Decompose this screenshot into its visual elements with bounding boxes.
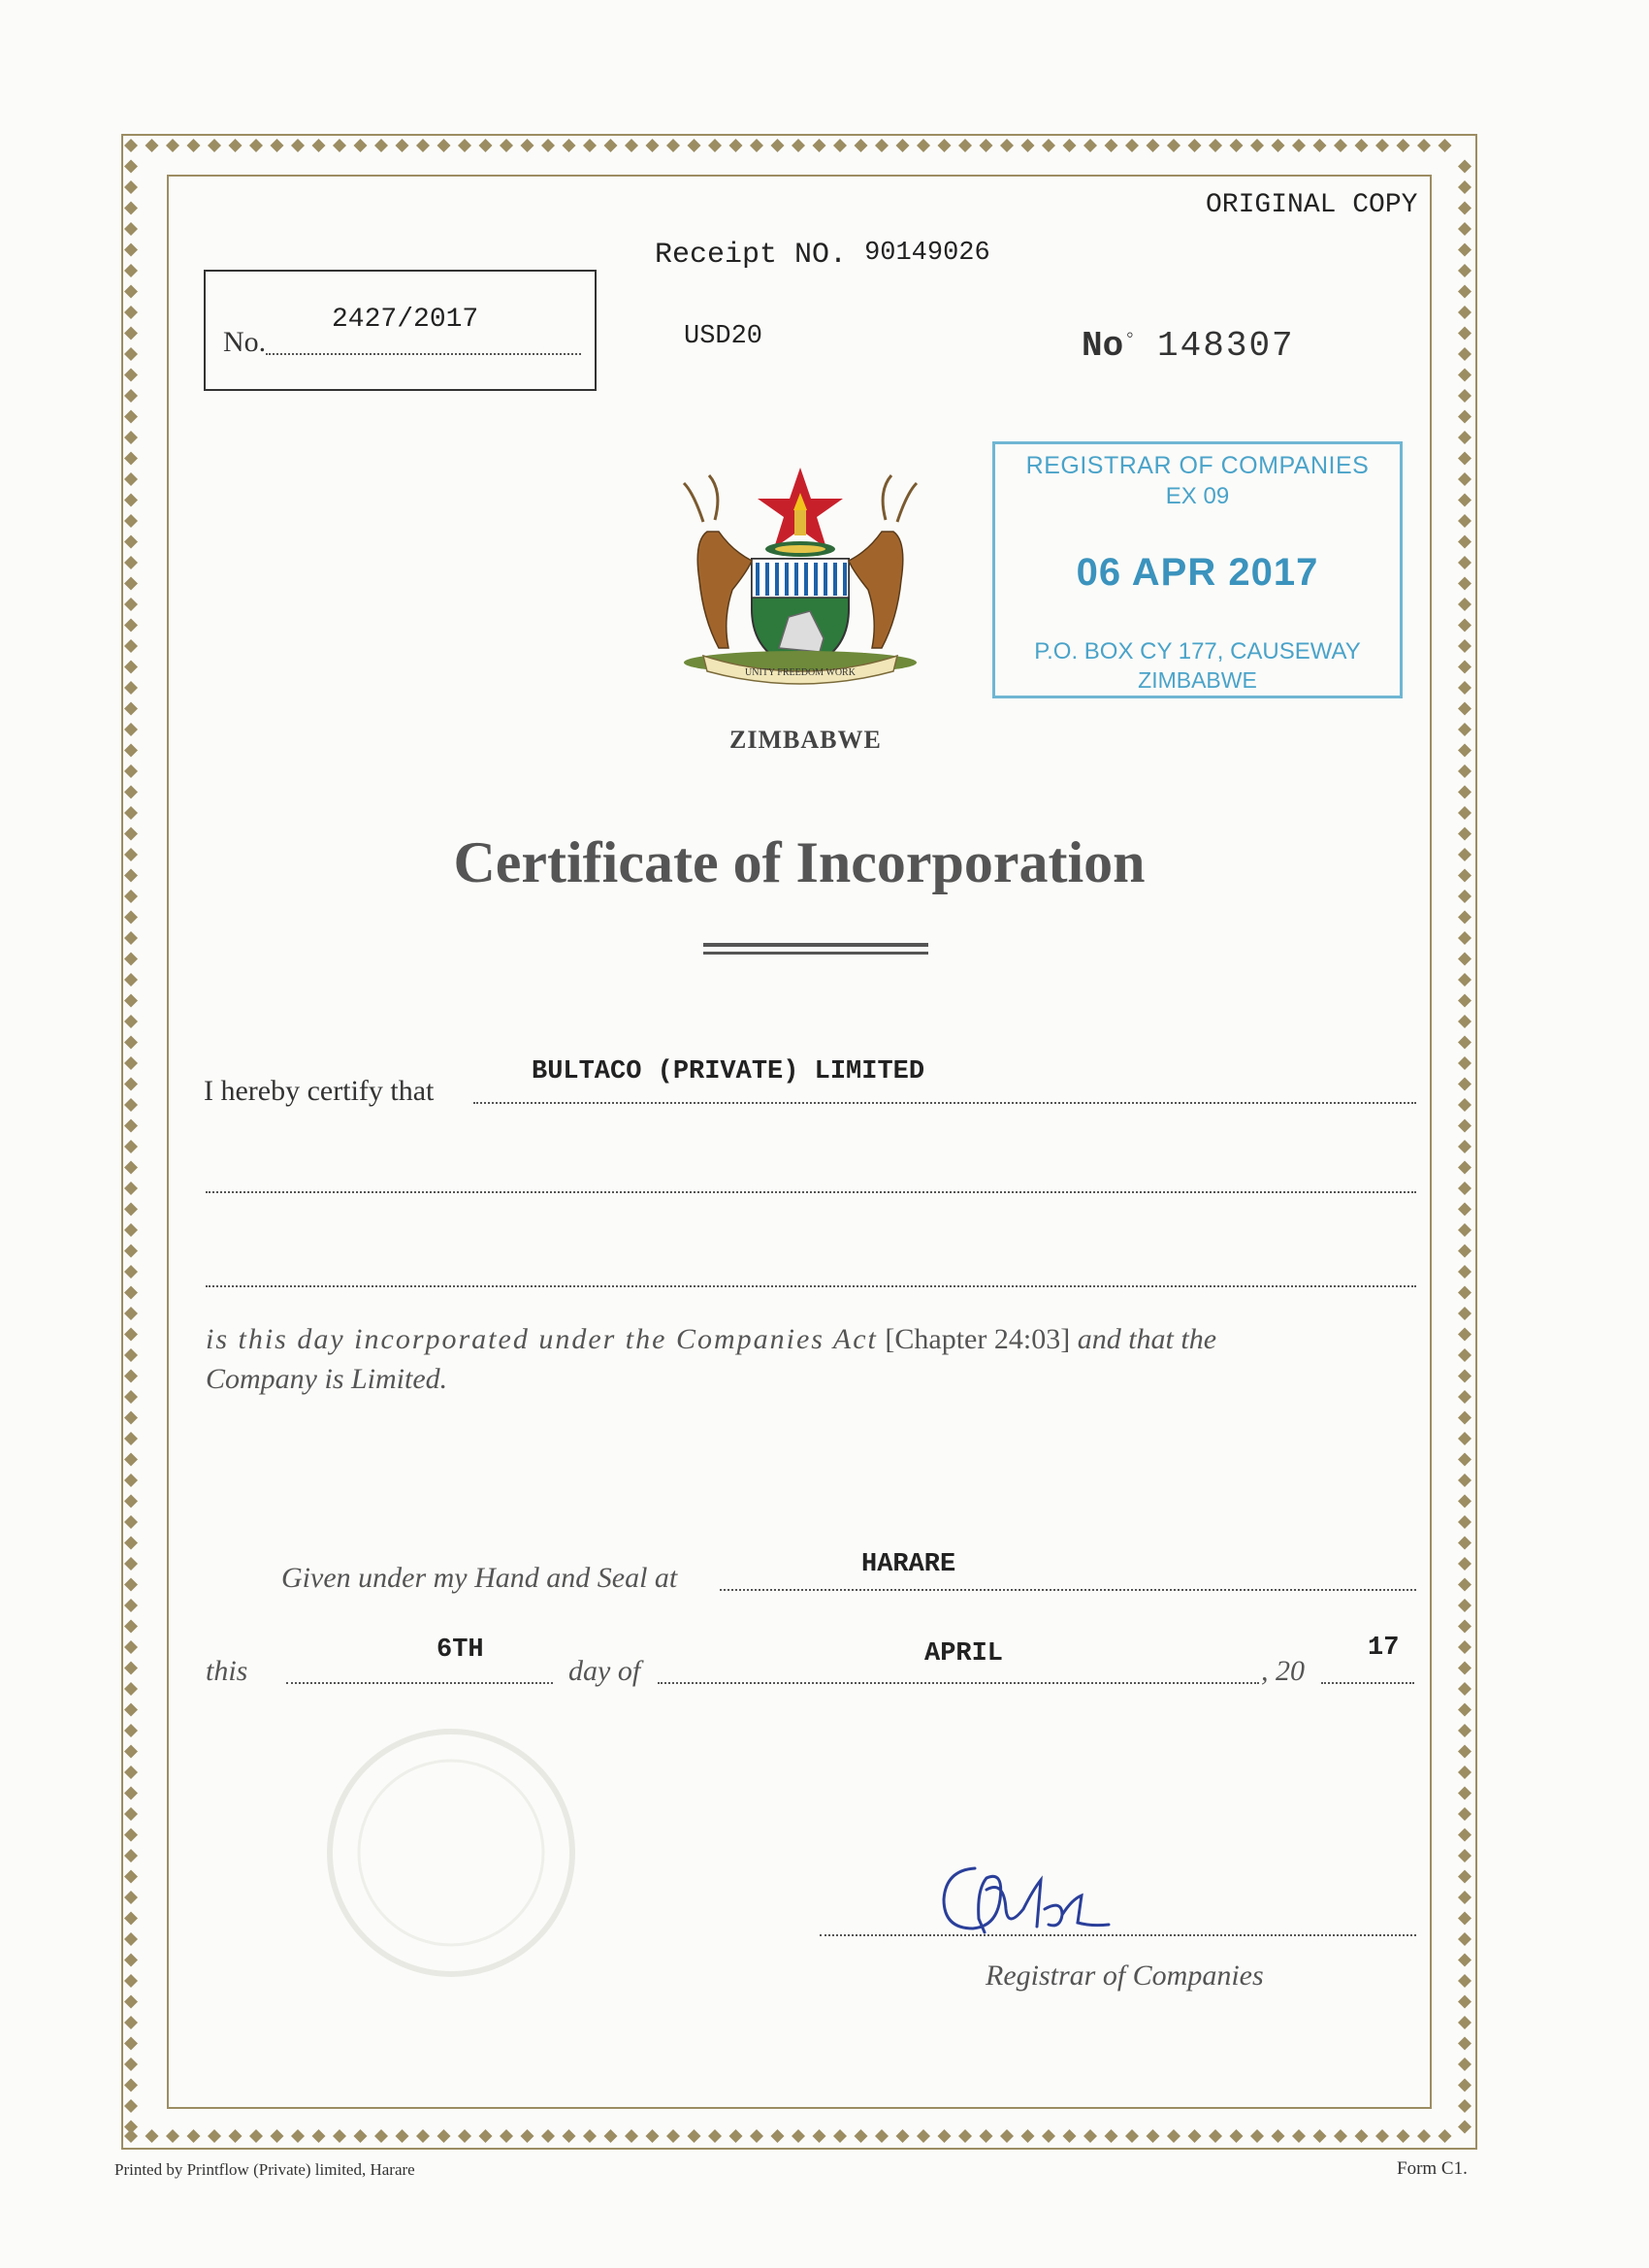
year-prefix: , 20 xyxy=(1261,1655,1305,1687)
place-dotted-line xyxy=(720,1589,1416,1591)
statement-part-1: is this day incorporated under the Companies Act xyxy=(206,1323,878,1355)
registration-number: 2427/2017 xyxy=(332,305,479,335)
stamp-line-5: ZIMBABWE xyxy=(1138,667,1257,693)
emblem-motto: UNITY FREEDOM WORK xyxy=(745,667,856,678)
receipt-number: 90149026 xyxy=(864,239,990,268)
country-label: ZIMBABWE xyxy=(729,726,882,754)
this-label: this xyxy=(206,1655,248,1687)
certify-label: I hereby certify that xyxy=(204,1075,435,1107)
year-value: 17 xyxy=(1368,1634,1400,1663)
receipt-line xyxy=(655,239,990,272)
original-copy-label: ORIGINAL COPY xyxy=(1206,190,1418,220)
day-dotted-line xyxy=(286,1682,553,1684)
embossed-seal-icon xyxy=(320,1722,582,1984)
serial-number: 148307 xyxy=(1157,326,1295,366)
stamp-line-4: P.O. BOX CY 177, CAUSEWAY xyxy=(1034,638,1361,664)
day-value: 6TH xyxy=(436,1636,484,1665)
certificate-title: Certificate of Incorporation xyxy=(453,830,1146,894)
blank-dotted-line-2 xyxy=(206,1285,1416,1287)
signature-dotted-line xyxy=(820,1934,1416,1936)
company-name: BULTACO (PRIVATE) LIMITED xyxy=(532,1057,925,1086)
title-rule-top xyxy=(703,943,928,947)
company-dotted-line xyxy=(473,1102,1416,1104)
given-label: Given under my Hand and Seal at xyxy=(281,1562,678,1594)
receipt-label: Receipt NO. xyxy=(655,239,848,272)
coat-of-arms-icon xyxy=(664,464,936,687)
no-label: No. xyxy=(223,326,267,358)
no-dotted-line xyxy=(266,353,581,355)
statement-line-2: Company is Limited. xyxy=(206,1363,448,1395)
month-dotted-line xyxy=(658,1682,1259,1684)
statement-part-2: and that the xyxy=(1077,1323,1217,1355)
statement-chapter: [Chapter 24:03] xyxy=(885,1323,1071,1355)
place-value: HARARE xyxy=(861,1550,956,1579)
printer-credit: Printed by Printflow (Private) limited, Harare xyxy=(114,2160,415,2179)
form-number: Form C1. xyxy=(1397,2158,1468,2179)
signature-icon xyxy=(936,1851,1130,1948)
incorporation-statement xyxy=(206,1323,1216,1356)
fee-value: USD20 xyxy=(684,322,763,351)
registrar-label: Registrar of Companies xyxy=(986,1960,1264,1992)
title-rule-bottom xyxy=(703,952,928,955)
day-of-label: day of xyxy=(568,1655,641,1687)
serial-number-line: No◦ 148307 xyxy=(1082,324,1295,366)
month-value: APRIL xyxy=(924,1639,1004,1669)
stamp-line-2: EX 09 xyxy=(1165,483,1230,509)
registration-number-box xyxy=(204,270,597,391)
stamp-line-1: REGISTRAR OF COMPANIES xyxy=(1025,452,1370,479)
serial-label: No xyxy=(1082,326,1124,366)
blank-dotted-line-1 xyxy=(206,1191,1416,1193)
registrar-stamp xyxy=(992,441,1403,698)
year-dotted-line xyxy=(1321,1682,1414,1684)
stamp-date: 06 APR 2017 xyxy=(1076,551,1319,594)
